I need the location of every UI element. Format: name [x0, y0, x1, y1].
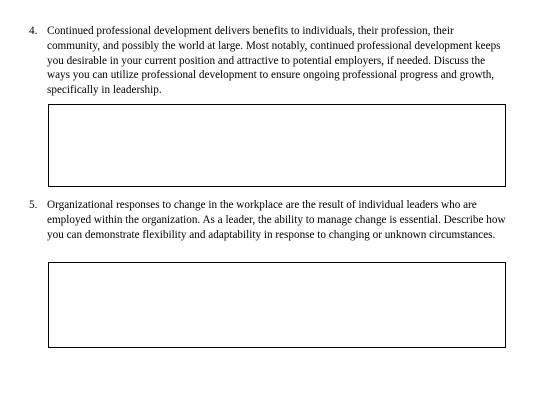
question-number: 4.: [29, 25, 38, 37]
answer-box-question-4[interactable]: [48, 104, 506, 187]
answer-box-question-5[interactable]: [48, 262, 506, 348]
question-number: 5.: [29, 199, 38, 211]
question-text: Continued professional development delivers benefits to individuals, their profession, their community, and possibly the world at large. Most notably, continued professional development keeps you desirable in your current position and attractive to potential employers, if needed. Discuss the ways you can utilize professional development to ensure ongoing professional progress and growth, specifically in leadership.: [47, 25, 501, 97]
question-text: Organizational responses to change in the workplace are the result of individual leaders who are employed within the organization. As a leader, the ability to manage change is essential. Describe how you can demonstrate flexibility and adaptability in response to changing or unknown circumstances.: [47, 199, 506, 241]
